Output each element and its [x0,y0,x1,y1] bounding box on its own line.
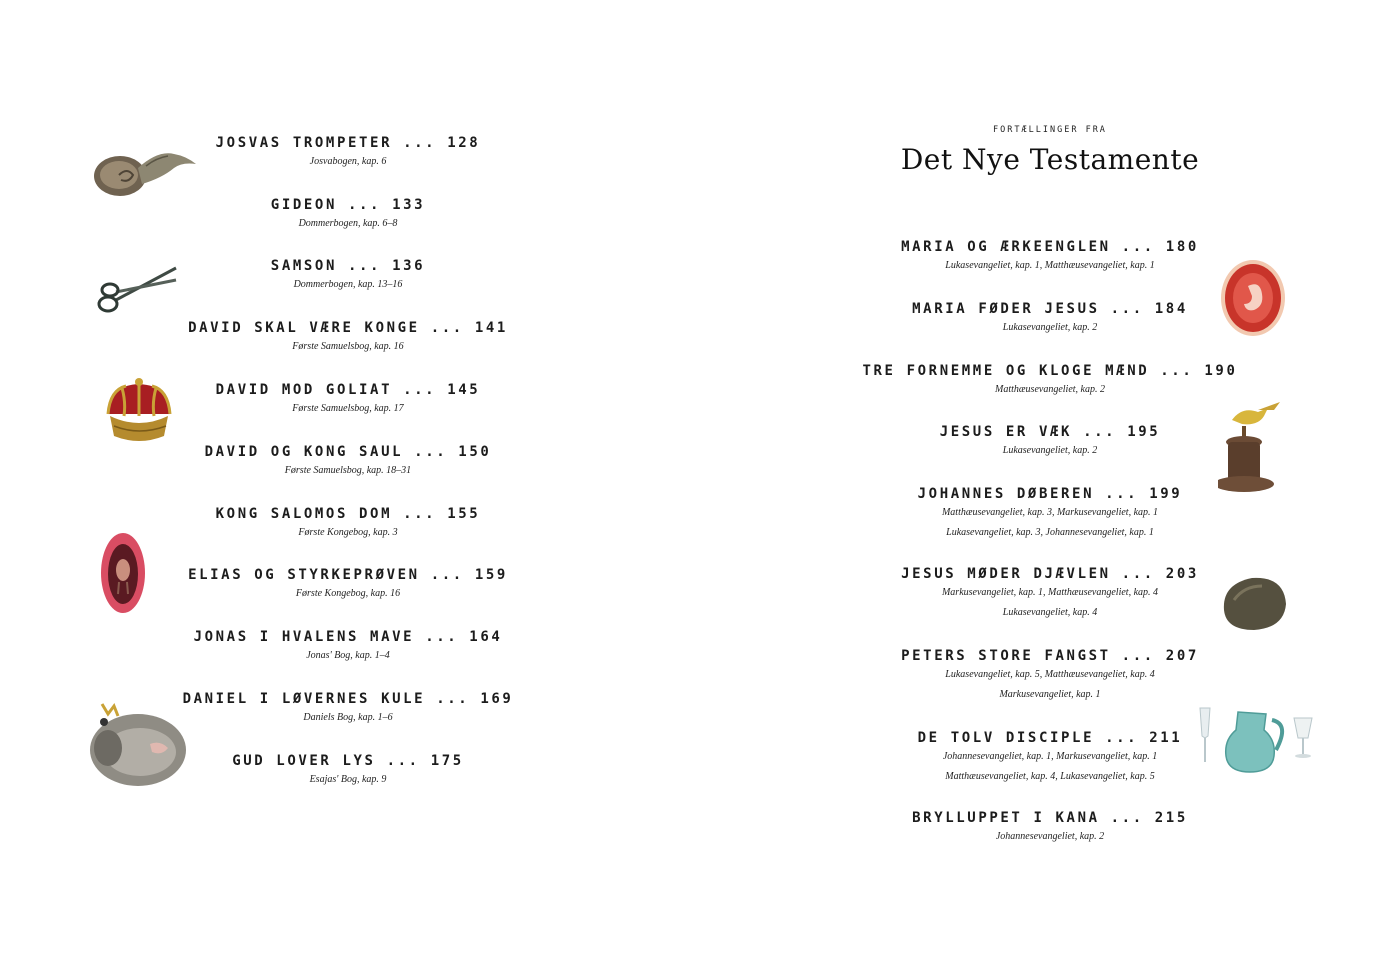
entry-title: DAVID MOD GOLIAT ... 145 [215,382,481,398]
entry-reference: Første Samuelsbog, kap. 16 [292,341,404,352]
entry-reference: Dommerbogen, kap. 6–8 [298,218,398,229]
toc-entry[interactable] [700,485,1400,543]
toc-entry[interactable] [700,362,1400,400]
embryo-icon [1218,258,1288,338]
entry-reference: Matthæusevangeliet, kap. 3, Markusevangeliet, kap. 1 [941,507,1159,518]
section-kicker: FORTÆLLINGER FRA [993,125,1107,135]
entry-reference: Første Kongebog, kap. 16 [295,588,401,599]
entry-title: JESUS MØDER DJÆVLEN ... 203 [901,566,1199,582]
bird-on-hat-icon [1218,398,1292,494]
entry-title: DAVID SKAL VÆRE KONGE ... 141 [188,320,508,336]
toc-entry[interactable] [700,423,1400,461]
entry-reference: Lukasevangeliet, kap. 1, Matthæusevangeliet, kap. 1 [945,260,1155,271]
toc-entry[interactable] [700,565,1400,623]
entry-reference: Matthæusevangeliet, kap. 2 [995,384,1105,395]
entry-title: TRE FORNEMME OG KLOGE MÆND ... 190 [862,363,1238,379]
entry-title: SAMSON ... 136 [270,258,426,274]
entry-reference: Lukasevangeliet, kap. 5, Matthæusevangeliet, kap. 4 [945,669,1155,680]
toc-entry[interactable] [0,628,698,666]
toc-entry[interactable] [700,300,1400,338]
scissors-icon [96,262,180,318]
entry-title: GIDEON ... 133 [270,197,426,213]
entry-reference: Første Kongebog, kap. 3 [298,527,398,538]
entry-reference: Første Samuelsbog, kap. 17 [292,403,404,414]
entry-title: GUD LOVER LYS ... 175 [232,753,464,769]
entry-title: JONAS I HVALENS MAVE ... 164 [193,629,503,645]
entry-title: JESUS ER VÆK ... 195 [939,424,1161,440]
entry-title: MARIA FØDER JESUS ... 184 [912,301,1188,317]
entry-reference: Matthæusevangeliet, kap. 4, Lukasevangeliet, kap. 5 [945,771,1155,782]
section-heading: Det Nye Testamente [900,143,1200,176]
right-page [700,0,1400,973]
toc-entry[interactable] [700,238,1400,276]
crown-icon [96,376,182,450]
entry-reference: Jonas' Bog, kap. 1–4 [306,650,390,661]
stone-icon [1218,570,1290,634]
glassware-icon [1194,700,1324,776]
entry-title: DE TOLV DISCIPLE ... 211 [917,730,1183,746]
entry-title: MARIA OG ÆRKEENGLEN ... 180 [901,239,1199,255]
entry-reference: Dommerbogen, kap. 13–16 [293,279,403,290]
entry-reference: Markusevangeliet, kap. 1 [999,689,1101,700]
entry-title: PETERS STORE FANGST ... 207 [901,648,1199,664]
entry-title: DAVID OG KONG SAUL ... 150 [204,444,492,460]
entry-reference: Markusevangeliet, kap. 1, Matthæusevangeliet, kap. 4 [941,587,1159,598]
entry-reference: Lukasevangeliet, kap. 2 [1002,445,1098,456]
entry-reference: Josvabogen, kap. 6 [309,156,387,167]
snail-icon [86,148,202,200]
entry-reference: Johannesevangeliet, kap. 1, Markusevangeliet, kap. 1 [942,751,1158,762]
toc-entry[interactable] [700,647,1400,705]
entry-title: DANIEL I LØVERNES KULE ... 169 [182,691,514,707]
entry-reference: Esajas' Bog, kap. 9 [309,774,387,785]
entry-reference: Første Samuelsbog, kap. 18–31 [284,465,412,476]
entry-title: ELIAS OG STYRKEPRØVEN ... 159 [188,567,508,583]
toc-entry[interactable] [700,809,1400,847]
entry-reference: Lukasevangeliet, kap. 2 [1002,322,1098,333]
entry-reference: Johannesevangeliet, kap. 2 [995,831,1105,842]
toc-entry[interactable] [0,319,698,357]
entry-title: KONG SALOMOS DOM ... 155 [215,506,481,522]
entry-reference: Lukasevangeliet, kap. 4 [1002,607,1098,618]
entry-reference: Daniels Bog, kap. 1–6 [303,712,393,723]
lion-icon [80,698,190,792]
entry-title: BRYLLUPPET I KANA ... 215 [912,810,1188,826]
bird-in-egg-icon [98,530,148,616]
entry-title: JOHANNES DØBEREN ... 199 [917,486,1183,502]
entry-title: JOSVAS TROMPETER ... 128 [215,135,481,151]
entry-reference: Lukasevangeliet, kap. 3, Johannesevangeliet, kap. 1 [946,527,1154,538]
toc-entry[interactable] [0,196,698,234]
